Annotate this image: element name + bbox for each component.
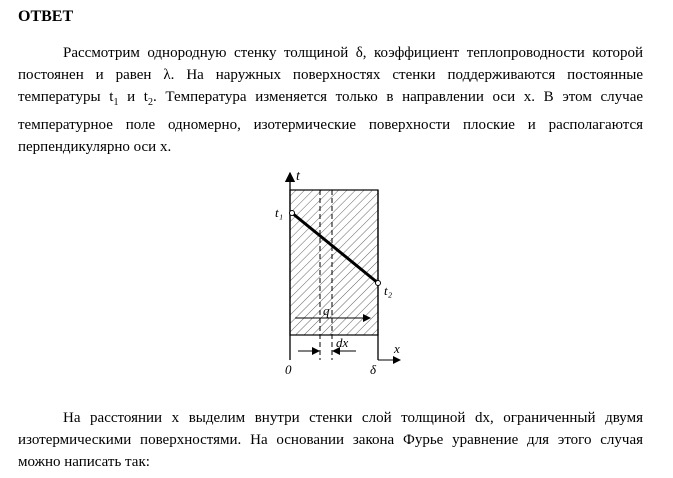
t2-label: t₂ — [384, 283, 393, 298]
paragraph-intro-part1: Рассмотрим однородную стенку толщиной δ, коэффициент теплопроводности которой постоянен и равен λ. На наружных поверхностях стенки поддерживаются постоянные температуры t — [18, 45, 643, 105]
t2-subscript: 2 — [147, 97, 153, 108]
x-axis-label: x — [394, 341, 400, 356]
delta-label: δ — [370, 362, 377, 377]
q-label: q — [323, 303, 330, 318]
wall-temperature-figure — [270, 165, 410, 380]
paragraph-intro-part2: и t — [118, 89, 148, 105]
t2-point — [376, 281, 381, 286]
t1-label: t₁ — [275, 205, 284, 220]
axis-x-word: x — [159, 139, 168, 155]
paragraph-intro — [18, 42, 643, 158]
dx-label: dx — [336, 335, 349, 350]
paragraph-fourier — [18, 407, 643, 473]
paragraph-intro-end: . — [167, 139, 172, 155]
t1-subscript: 1 — [113, 97, 119, 108]
paragraph-intro-part3: . Температура изменяется только в направлении оси x. В этом случае температурное поле одномерно, изотермические поверхности плоские и располагаются перпендикулярно оси — [18, 89, 644, 155]
t1-point — [290, 211, 295, 216]
answer-heading: ОТВЕТ — [18, 8, 74, 25]
origin-label: 0 — [285, 362, 292, 377]
wall-body — [290, 190, 378, 335]
t-axis-label: t — [296, 169, 300, 184]
paragraph-fourier-text: На расстоянии x выделим внутри стенки слой толщиной dx, ограниченный двумя изотермическими поверхностями. На основании закона Фурье уравнение для этого случая можно написать так: — [18, 410, 643, 470]
